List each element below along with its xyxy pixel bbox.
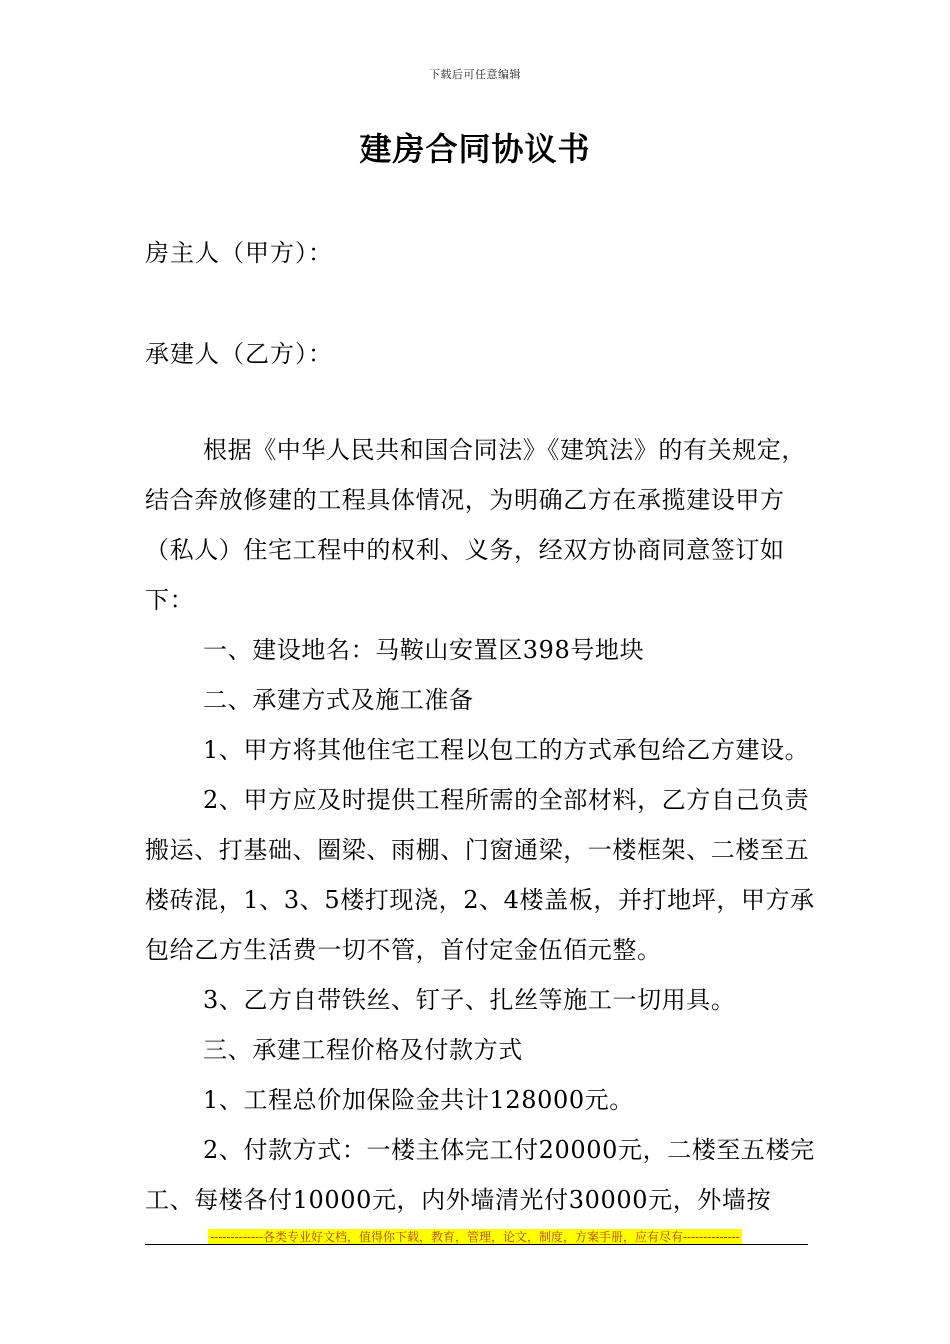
paragraph-clause-3-1: 1、工程总价加保险金共计128000元。: [203, 1086, 634, 1114]
page-header-note: 下载后可任意编辑: [429, 68, 521, 81]
paragraph-section-2-heading: 二、承建方式及施工准备: [203, 686, 474, 714]
footer-banner: [0, 1226, 950, 1245]
footer-banner-text: -------------各类专业好文档，值得你下载，教育，管理，论文，制度，方案手册，应有尽有--------------: [210, 1230, 740, 1244]
paragraph-clause-2-3: 3、乙方自带铁丝、钉子、扎丝等施工一切用具。: [203, 986, 736, 1014]
party-a-line: 房主人（甲方）：: [145, 239, 333, 267]
paragraph-section-3-heading: 三、承建工程价格及付款方式: [203, 1036, 523, 1064]
paragraph-clause-3-2: 2、付款方式：一楼主体完工付20000元，二楼至五楼完工、每楼各付10000元，内外墙清光付30000元，外墙按: [145, 1136, 815, 1214]
contract-body: [145, 425, 820, 1225]
paragraph-clause-2-2: 2、甲方应及时提供工程所需的全部材料，乙方自己负责搬运、打基础、圈梁、雨棚、门窗通梁，一楼框架、二楼至五楼砖混，1、3、5楼打现浇，2、4楼盖板，并打地坪，甲方承包给乙方生活费一切不管，首付定金伍佰元整。: [145, 786, 815, 964]
paragraph-clause-2-1: 1、甲方将其他住宅工程以包工的方式承包给乙方建设。: [203, 736, 810, 764]
paragraph-preamble: 根据《中华人民共和国合同法》《建筑法》的有关规定，结合奔放修建的工程具体情况，为明确乙方在承揽建设甲方（私人）住宅工程中的权利、义务，经双方协商同意签订如下：: [145, 436, 806, 614]
footer-divider: [145, 1244, 808, 1245]
party-b-line: 承建人（乙方）：: [145, 340, 333, 368]
paragraph-location: 一、建设地名：马鞍山安置区398号地块: [203, 636, 645, 664]
document-title: 建房合同协议书: [359, 130, 591, 168]
